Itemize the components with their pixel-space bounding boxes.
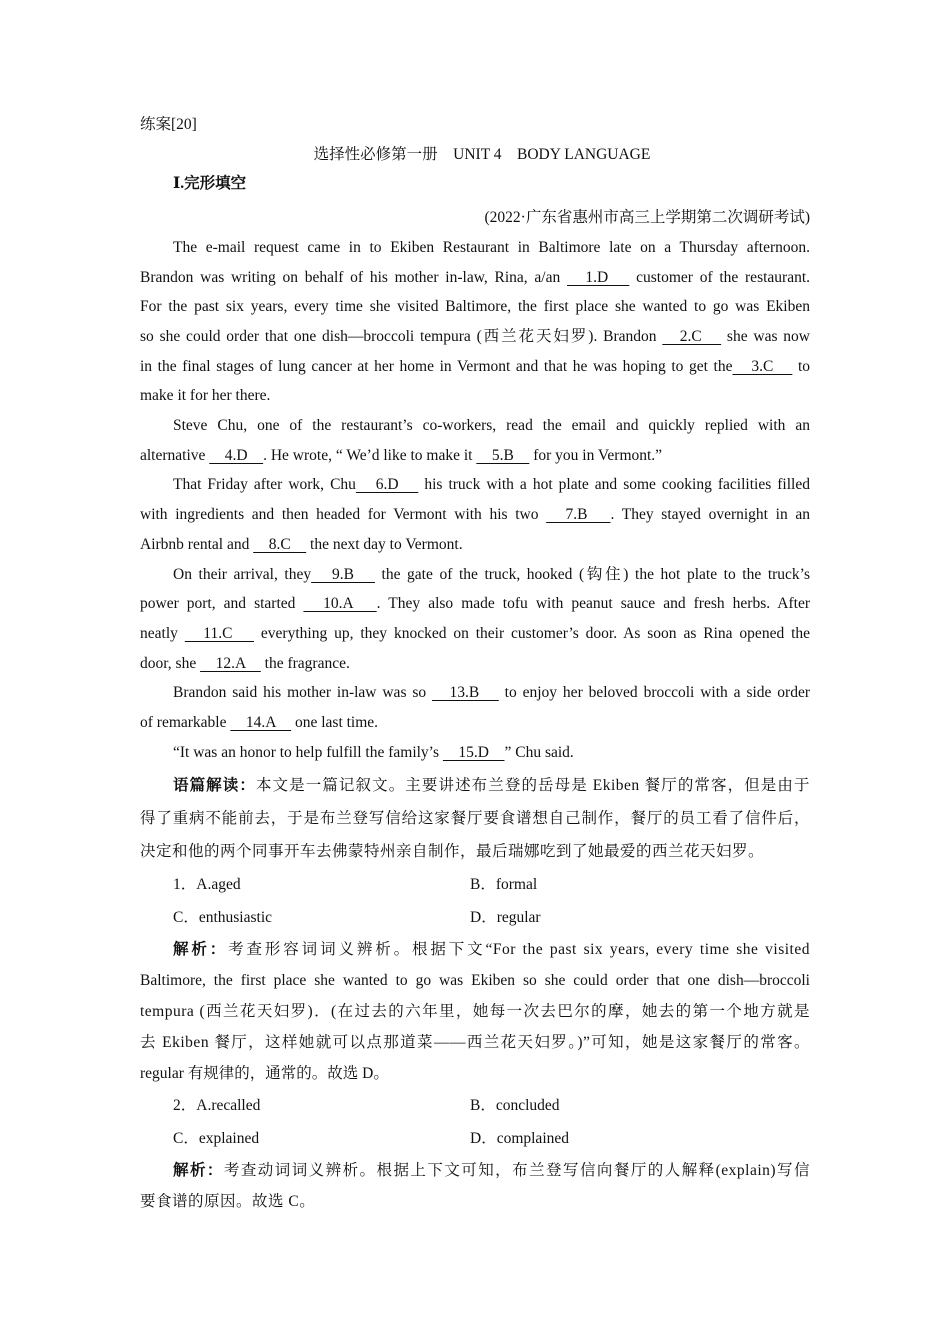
exercise-code: 练案[20] bbox=[140, 116, 197, 133]
text-segment: the next day to Vermont. bbox=[310, 535, 463, 553]
analysis-line: tempura (西兰花天妇罗)．(在过去的六年里，她每一次去巴尔的摩，她去的第一个地方就是 bbox=[140, 1003, 810, 1021]
text-segment: door, she bbox=[140, 654, 197, 672]
blank-answer-9: 9.B bbox=[311, 565, 375, 583]
passage-line bbox=[140, 470, 810, 500]
analysis-line: Baltimore, the first place she wanted to go was Ekiben so she could order that one dish—broccoli bbox=[140, 972, 810, 990]
blank-answer-10: 10.A bbox=[303, 595, 377, 613]
text-segment: in the final stages of lung cancer at her home in Vermont and that he was hoping to get the bbox=[140, 357, 733, 375]
passage-line bbox=[140, 530, 810, 560]
text-segment: 考查形容词词义辨析。根据下文“For the past six years, every time she visited bbox=[228, 941, 810, 959]
passage-line: For the past six years, every time she visited Baltimore, the first place she wanted to go was Ekiben bbox=[140, 298, 810, 316]
paragraph-2 bbox=[140, 411, 810, 470]
text-segment: she was now bbox=[726, 327, 811, 345]
option-c: C．enthusiastic bbox=[173, 909, 273, 927]
option-d: D．regular bbox=[470, 909, 541, 927]
blank-answer-11: 11.C bbox=[184, 624, 254, 642]
section-label: Ⅰ.完形填空 bbox=[173, 175, 247, 193]
unit-title: 选择性必修第一册 UNIT 4 BODY LANGUAGE bbox=[313, 145, 651, 163]
passage-line bbox=[140, 441, 810, 471]
passage-line: Steve Chu, one of the restaurant’s co-workers, read the email and quickly replied with an bbox=[173, 417, 810, 435]
analysis-label: 解析： bbox=[173, 941, 229, 959]
paragraph-5 bbox=[140, 678, 810, 737]
analysis-label: 解析： bbox=[173, 1162, 224, 1180]
text-segment: On their arrival, they bbox=[173, 565, 312, 583]
option-b: B．formal bbox=[470, 876, 538, 894]
options-row bbox=[140, 1122, 810, 1155]
passage-line bbox=[140, 649, 810, 679]
text-segment: neatly bbox=[140, 624, 178, 642]
text-segment: . They stayed overnight in an bbox=[610, 506, 810, 524]
option-b: B．concluded bbox=[470, 1097, 560, 1115]
passage-line bbox=[140, 322, 810, 352]
text-segment: power port, and started bbox=[140, 595, 296, 613]
blank-answer-2: 2.C bbox=[662, 327, 722, 345]
text-segment: That Friday after work, Chu bbox=[173, 476, 356, 494]
text-segment: alternative bbox=[140, 446, 206, 464]
blank-answer-7: 7.B bbox=[546, 506, 611, 524]
text-segment: one last time. bbox=[294, 714, 379, 732]
passage-line bbox=[140, 708, 810, 738]
analysis-line: 去 Ekiben 餐厅，这样她就可以点那道菜——西兰花天妇罗。)”可知，她是这家餐厅的常客。 bbox=[140, 1034, 810, 1052]
summary-line: 得了重病不能前去，于是布兰登写信给这家餐厅要食谱想自己制作，餐厅的员工看了信件后， bbox=[140, 810, 810, 828]
text-segment: . He wrote, “ We’d like to make it bbox=[263, 446, 473, 464]
text-segment: of remarkable bbox=[140, 714, 227, 732]
passage-line bbox=[140, 678, 810, 708]
text-segment: the gate of the truck, hooked (钩住) the hot plate to the truck’s bbox=[381, 565, 811, 583]
passage-line: The e-mail request came in to Ekiben Restaurant in Baltimore late on a Thursday afternoon. bbox=[173, 238, 810, 256]
text-segment: customer of the restaurant. bbox=[636, 268, 811, 286]
text-segment: “It was an honor to help fulfill the family’s bbox=[173, 743, 440, 761]
text-segment: Airbnb rental and bbox=[140, 535, 250, 553]
analysis-line bbox=[140, 934, 810, 965]
text-segment: the fragrance. bbox=[264, 654, 350, 672]
blank-answer-15: 15.D bbox=[442, 743, 505, 761]
text-segment: with ingredients and then headed for Vermont with his two bbox=[140, 506, 539, 524]
passage-line bbox=[140, 738, 810, 768]
analysis-line: 要食谱的原因。故选 C。 bbox=[140, 1193, 316, 1211]
options-row bbox=[140, 1089, 810, 1122]
option-d: D．complained bbox=[470, 1130, 570, 1148]
passage-line bbox=[140, 619, 810, 649]
text-segment: his truck with a hot plate and some cooking facilities filled bbox=[424, 476, 810, 494]
blank-answer-12: 12.A bbox=[200, 654, 261, 672]
text-segment: . They also made tofu with peanut sauce and fresh herbs. After bbox=[376, 595, 811, 613]
text-segment: Brandon said his mother in-law was so bbox=[173, 684, 427, 702]
document-page bbox=[140, 108, 810, 1217]
passage-line bbox=[140, 589, 810, 619]
text-segment: for you in Vermont.” bbox=[533, 446, 663, 464]
option-a: 2．A.recalled bbox=[173, 1097, 261, 1115]
text-segment: Brandon was writing on behalf of his mother in-law, Rina, a/an bbox=[140, 268, 561, 286]
blank-answer-3: 3.C bbox=[732, 357, 793, 375]
paragraph-1 bbox=[140, 233, 810, 411]
passage-line bbox=[140, 560, 810, 590]
passage-line bbox=[140, 352, 810, 382]
options-row bbox=[140, 868, 810, 901]
passage-line bbox=[140, 263, 810, 293]
blank-answer-6: 6.D bbox=[355, 476, 419, 494]
summary-line: 决定和他的两个同事开车去佛蒙特州亲自制作，最后瑞娜吃到了她最爱的西兰花天妇罗。 bbox=[140, 843, 765, 861]
option-c: C．explained bbox=[173, 1130, 260, 1148]
blank-answer-13: 13.B bbox=[432, 684, 499, 702]
analysis-line: regular 有规律的，通常的。故选 D。 bbox=[140, 1065, 389, 1083]
passage-source: (2022·广东省惠州市高三上学期第二次调研考试) bbox=[484, 209, 810, 227]
blank-answer-14: 14.A bbox=[230, 714, 292, 732]
options-row bbox=[140, 901, 810, 934]
blank-answer-4: 4.D bbox=[209, 446, 264, 464]
text-segment: so she could order that one dish—broccoli tempura (西兰花天妇罗). Brandon bbox=[140, 327, 657, 345]
option-a: 1．A.aged bbox=[173, 876, 241, 894]
question-1 bbox=[140, 868, 810, 1089]
blank-answer-5: 5.B bbox=[476, 446, 530, 464]
summary-line bbox=[140, 769, 810, 802]
blank-answer-1: 1.D bbox=[566, 268, 630, 286]
blank-answer-8: 8.C bbox=[253, 535, 307, 553]
text-segment: to enjoy her beloved broccoli with a side order bbox=[504, 684, 810, 702]
text-segment: 本文是一篇记叙文。主要讲述布兰登的岳母是 Ekiben 餐厅的常客，但是由于 bbox=[255, 777, 810, 795]
analysis-line bbox=[140, 1155, 810, 1186]
text-segment: to bbox=[797, 357, 810, 375]
summary-label: 语篇解读： bbox=[173, 777, 256, 795]
paragraph-6 bbox=[140, 738, 810, 768]
text-segment: 考查动词词义辨析。根据上下文可知，布兰登写信向餐厅的人解释(explain)写信 bbox=[223, 1162, 810, 1180]
passage-summary bbox=[140, 769, 810, 868]
passage-line bbox=[140, 500, 810, 530]
paragraph-3 bbox=[140, 470, 810, 559]
text-segment: ” Chu said. bbox=[504, 743, 574, 761]
paragraph-4 bbox=[140, 560, 810, 679]
question-2 bbox=[140, 1089, 810, 1217]
passage-line: make it for her there. bbox=[140, 387, 271, 405]
text-segment: everything up, they knocked on their customer’s door. As soon as Rina opened the bbox=[260, 624, 811, 642]
section-heading bbox=[140, 169, 810, 199]
